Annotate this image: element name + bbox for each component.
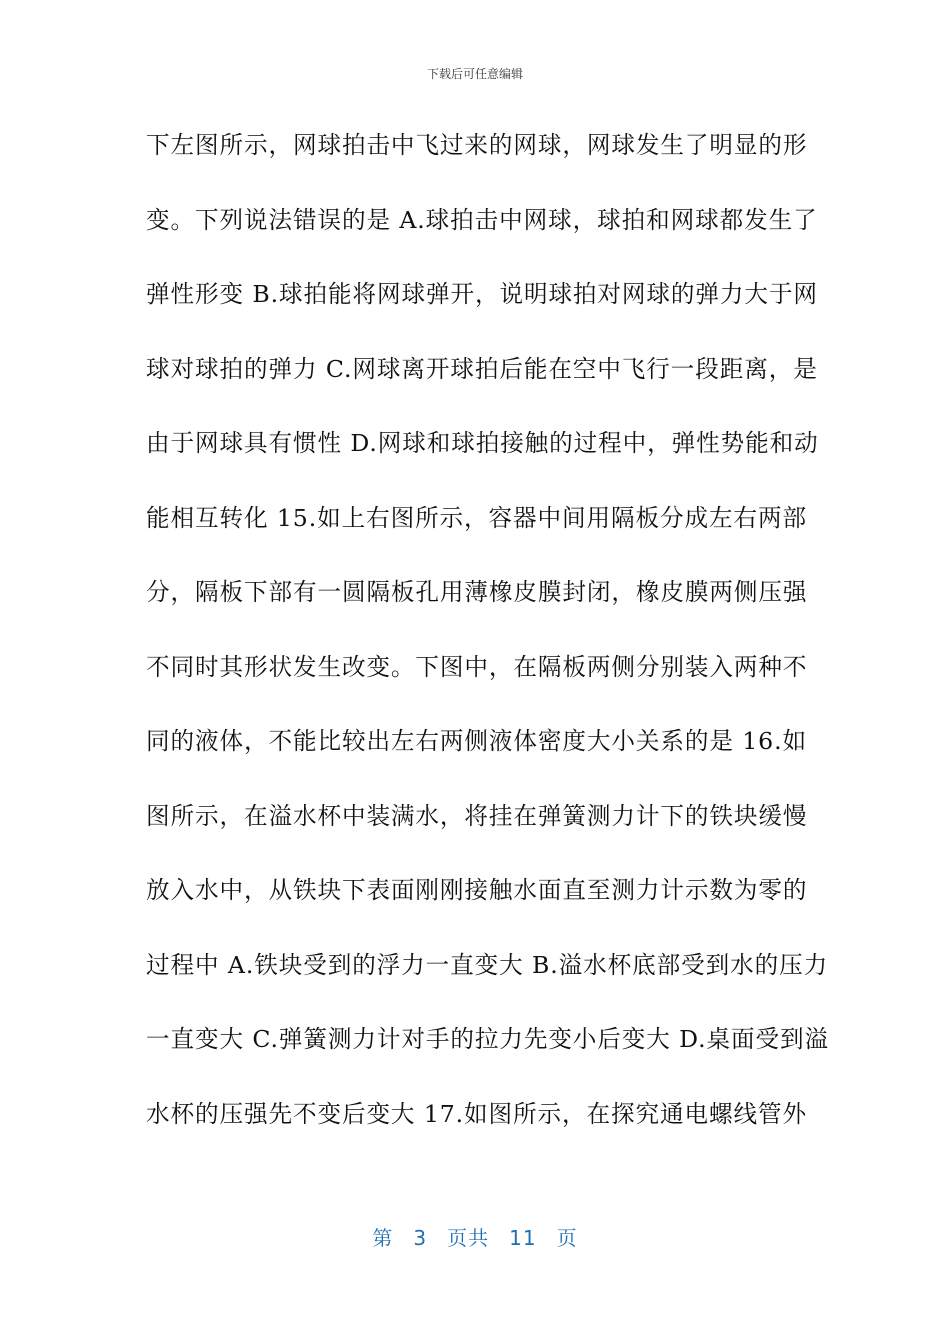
total-pages: 11 bbox=[509, 1226, 537, 1250]
footer-middle: 页共 bbox=[447, 1226, 490, 1250]
text-line: 图所示，在溢水杯中装满水，将挂在弹簧测力计下的铁块缓慢 bbox=[146, 801, 808, 830]
text-line: 分，隔板下部有一圆隔板孔用薄橡皮膜封闭，橡皮膜两侧压强 bbox=[146, 578, 808, 606]
text-line: 变。下列说法错误的是 A.球拍击中网球，球拍和网球都发生了 bbox=[146, 205, 818, 234]
text-line: 不同时其形状发生改变。下图中，在隔板两侧分别装入两种不 bbox=[146, 652, 808, 681]
text-line: 球对球拍的弹力 C.网球离开球拍后能在空中飞行一段距离，是 bbox=[146, 354, 818, 383]
text-line: 放入水中，从铁块下表面刚刚接触水面直至测力计示数为零的 bbox=[146, 876, 808, 904]
current-page-number: 3 bbox=[413, 1226, 428, 1250]
text-line: 过程中 A.铁块受到的浮力一直变大 B.溢水杯底部受到水的压力 bbox=[146, 950, 829, 979]
text-line: 同的液体，不能比较出左右两侧液体密度大小关系的是 16.如 bbox=[146, 727, 807, 755]
document-body bbox=[146, 120, 830, 1163]
page-footer bbox=[0, 1224, 950, 1252]
footer-suffix: 页 bbox=[556, 1226, 578, 1250]
text-line: 一直变大 C.弹簧测力计对手的拉力先变小后变大 D.桌面受到溢 bbox=[146, 1025, 830, 1053]
page-header: 下载后可任意编辑 bbox=[426, 67, 523, 81]
text-line: 弹性形变 B.球拍能将网球弹开，说明球拍对网球的弹力大于网 bbox=[146, 280, 818, 308]
text-line: 下左图所示，网球拍击中飞过来的网球，网球发生了明显的形 bbox=[146, 131, 808, 159]
text-line: 能相互转化 15.如上右图所示，容器中间用隔板分成左右两部 bbox=[146, 503, 807, 532]
footer-prefix: 第 bbox=[372, 1226, 394, 1250]
text-line: 水杯的压强先不变后变大 17.如图所示，在探究通电螺线管外 bbox=[146, 1099, 807, 1128]
text-line: 由于网球具有惯性 D.网球和球拍接触的过程中，弹性势能和动 bbox=[146, 429, 819, 457]
